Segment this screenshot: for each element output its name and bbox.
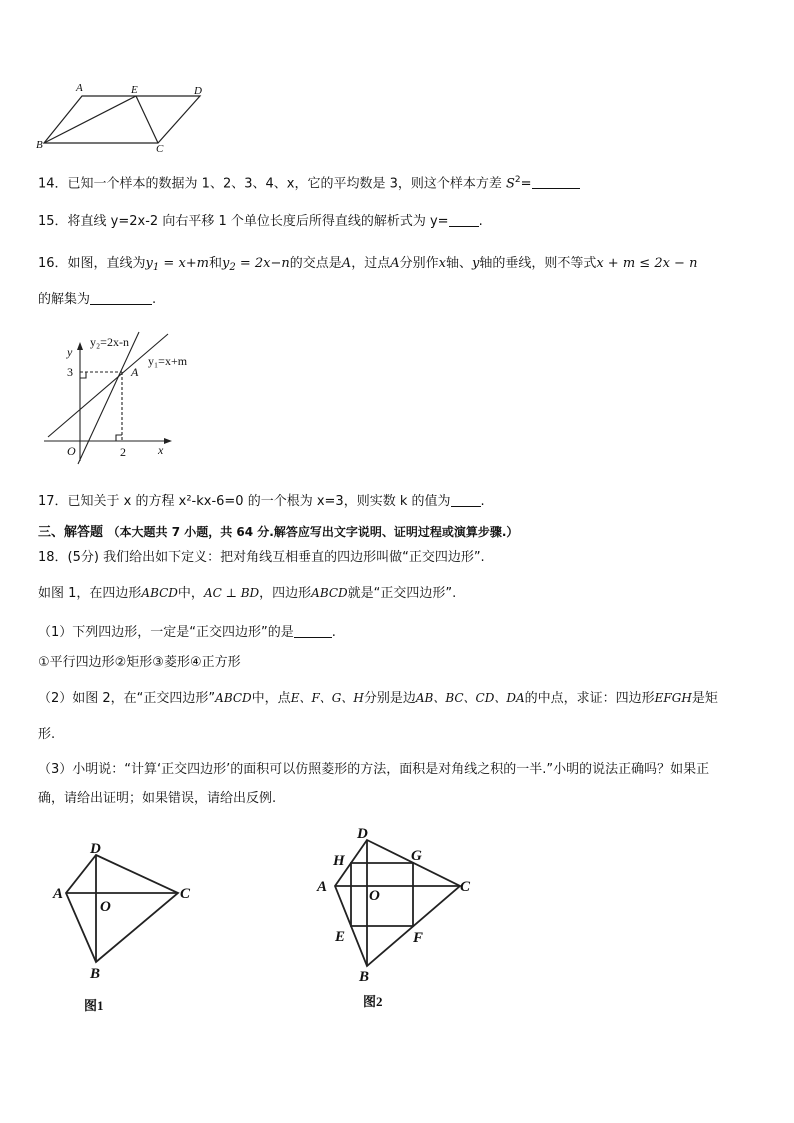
question-14: 14．已知一个样本的数据为 1、2、3、4、x，它的平均数是 3，则这个样本方差 $S^2=$ (38, 171, 580, 193)
fig1-label-O: O (100, 899, 111, 915)
fig2-label-B: B (359, 969, 370, 985)
figure-2 (305, 818, 495, 1013)
tick-y-3: 3 (67, 365, 73, 379)
question-16-line2: 的解集为 . (38, 292, 157, 307)
question-17: 17．已知关于 x 的方程 x²-kx-6=0 的一个根为 x=3，则实数 k 的值为 . (38, 494, 485, 509)
fig1-label-D: D (90, 841, 101, 857)
label-D: D (194, 85, 202, 97)
fig2-label-D: D (357, 826, 368, 842)
y-axis-label: y (67, 345, 73, 359)
question-16: 16．如图，直线为$y_1 = x+m$和$y_2 = 2x-n$的交点是A，过点A分别作x轴、y轴的垂线，则不等式x + m ≤ 2x − n (38, 256, 698, 273)
question-18-part3-line2: 确，请给出证明；如果错误，请给出反例. (38, 791, 277, 806)
fig1-caption: 图1 (84, 998, 104, 1013)
fig2-label-H: H (333, 853, 345, 869)
origin-label: O (67, 444, 76, 458)
question-18-options: ①平行四边形②矩形③菱形④正方形 (38, 655, 241, 670)
fig1-label-A: A (53, 886, 64, 902)
answer-blank[interactable] (294, 625, 332, 638)
fig2-label-C: C (460, 879, 471, 895)
fig2-caption: 图2 (363, 994, 383, 1009)
fig1-label-B: B (90, 966, 101, 982)
fig2-label-A: A (317, 879, 328, 895)
answer-blank[interactable] (449, 214, 479, 227)
section-3-heading: 三、解答题 （本大题共 7 小题，共 64 分.解答应写出文字说明、证明过程或演算步骤.） (38, 525, 519, 540)
label-C: C (156, 143, 164, 155)
label-B: B (36, 139, 43, 151)
answer-blank[interactable] (90, 292, 152, 305)
parallelogram-figure (30, 80, 220, 155)
fig2-label-E: E (335, 929, 346, 945)
fig2-label-G: G (411, 848, 422, 864)
question-18-part3: （3）小明说：“计算‘正交四边形’的面积可以仿照菱形的方法，面积是对角线之积的一半.”小明的说法正确吗？如果正 (38, 762, 710, 777)
question-18-intro: 18．(5分) 我们给出如下定义：把对角线互相垂直的四边形叫做“正交四边形”. (38, 550, 485, 565)
label-A: A (76, 82, 83, 94)
fig1-label-C: C (180, 886, 191, 902)
figure-1 (48, 835, 208, 1015)
x-axis-label: x (158, 443, 164, 457)
answer-blank[interactable] (532, 176, 580, 189)
question-18-part2-line2: 形. (38, 727, 56, 742)
question-15: 15．将直线 y=2x-2 向右平移 1 个单位长度后所得直线的解析式为 y= . (38, 214, 483, 229)
question-18-part1: （1）下列四边形，一定是“正交四边形”的是 . (38, 625, 336, 640)
point-A-label: A (131, 365, 139, 379)
question-18-part2: （2）如图 2，在“正交四边形”ABCD中，点E、F、G、H分别是边AB、BC、CD、DA的中点，求证：四边形EFGH是矩 (38, 691, 718, 706)
y1-line-label: y₁=x+m (148, 354, 188, 368)
question-18-definition: 如图 1，在四边形ABCD中，AC ⊥ BD，四边形ABCD就是“正交四边形”. (38, 586, 457, 601)
fig2-label-F: F (413, 930, 424, 946)
label-E: E (131, 84, 138, 96)
answer-blank[interactable] (451, 494, 481, 507)
fig2-label-O: O (369, 888, 380, 904)
tick-x-2: 2 (120, 445, 126, 459)
graph-figure-16 (40, 326, 205, 466)
y2-line-label: y₂=2x-n (90, 335, 129, 349)
